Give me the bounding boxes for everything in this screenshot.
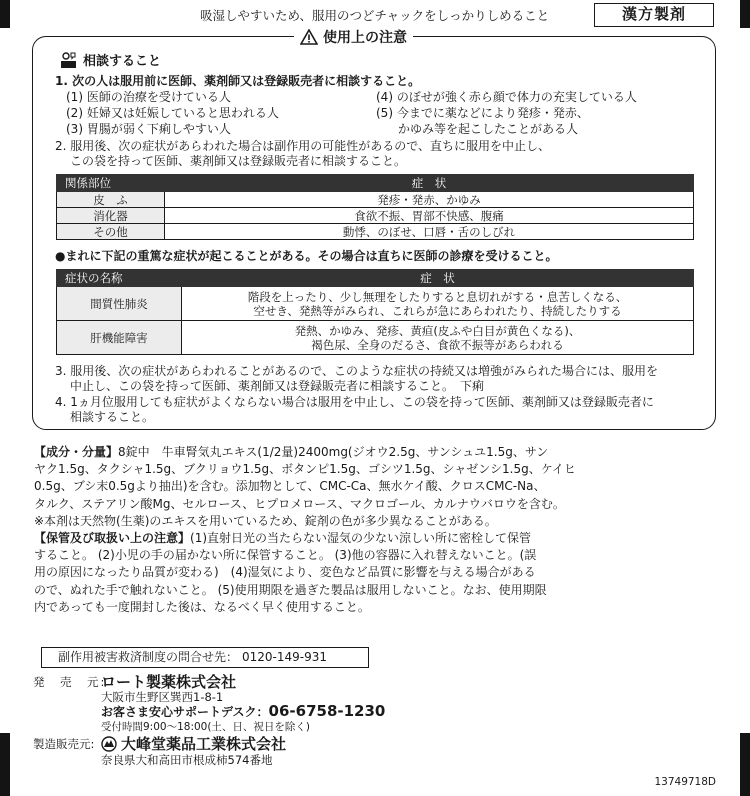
consult-heading-text: 相談すること: [83, 54, 162, 69]
composition-section: [34, 444, 724, 616]
composition-label: 【成分・分量】: [34, 445, 119, 459]
table-header: 関係部位: [57, 175, 165, 192]
item4-line2: 相談すること。: [70, 410, 155, 424]
relief-label: 副作用被害救済制度の問合せ先：: [58, 650, 239, 664]
item1-b2: (5) 今までに薬などにより発疹・発赤、: [376, 106, 589, 120]
table-row: [57, 287, 694, 321]
table-cell: 動悸、のぼせ、口唇・舌のしびれ: [165, 224, 694, 240]
storage-line: 【保管及び取扱い上の注意】(1)直射日光の当たらない湿気の少ない涼しい所に密栓して保管: [34, 531, 532, 546]
item2-line2: この袋を持って医師、薬剤師又は登録販売者に相談すること。: [70, 154, 407, 168]
table-header: 症状の名称: [57, 270, 182, 287]
storage-line: 用の原因になったり品質が変わる) (4)湿気により、変色など品質に影響を与える場合がある: [34, 565, 536, 580]
table-row: [57, 321, 694, 355]
maker-logo-icon: [101, 736, 117, 752]
composition-line: 【成分・分量】8錠中 牛車腎気丸エキス(1/2量)2400mg(ジオウ2.5g、サンシュユ1.5g、サン: [34, 445, 549, 459]
item1-a3: (3) 胃腸が弱く下痢しやすい人: [66, 122, 231, 136]
item1-a1: (1) 医師の治療を受けている人: [66, 90, 231, 104]
table-header-row: [57, 175, 694, 192]
support-hours: 受付時間9:00～18:00(土、日、祝日を除く): [101, 721, 311, 733]
support-phone: 06-6758-1230: [268, 702, 386, 720]
left-edge-bar: [0, 0, 10, 28]
maker-company: 大峰堂薬品工業株式会社: [121, 735, 287, 753]
item3-line2: 中止し、この袋を持って医師、薬剤師又は登録販売者に相談すること。 下痢: [70, 379, 485, 393]
relief-contact-box: [41, 647, 369, 668]
table-header: 症 状: [165, 175, 694, 192]
seller-company: ロート製薬株式会社: [101, 673, 237, 691]
right-edge-bar-bottom: [740, 733, 750, 796]
rare-note: ●まれに下記の重篤な症状が起こることがある。その場合は直ちに医師の診療を受けること。: [55, 249, 558, 263]
table-header: 症 状: [182, 270, 694, 287]
consult-person-icon: [60, 51, 78, 69]
table-cell: 発疹・発赤、かゆみ: [165, 192, 694, 208]
table-row: [57, 224, 694, 240]
warning-icon: [300, 29, 318, 45]
table-row: [57, 208, 694, 224]
table-cell: その他: [57, 224, 165, 240]
table-cell: 肝機能障害: [57, 321, 182, 355]
left-edge-bar-bottom: [0, 733, 10, 796]
table-cell: 消化器: [57, 208, 165, 224]
composition-line: 0.5g、ブシ末0.5gより抽出)を含む。添加物として、CMC-Ca、無水ケイ酸、クロスCMC-Na、: [34, 479, 546, 494]
composition-line: ※本剤は天然物(生薬)のエキスを用いているため、錠剤の色が多少異なることがある。: [34, 513, 497, 528]
support-desk: [101, 702, 385, 720]
right-edge-bar: [740, 0, 750, 28]
item1-lead: 1. 次の人は服用前に医師、薬剤師又は登録販売者に相談すること。: [55, 74, 421, 88]
category-badge: 漢方製剤: [594, 3, 714, 27]
relief-phone: 0120-149-931: [242, 650, 328, 664]
storage-line: 内であっても一度開封した後は、なるべく早く使用すること。: [34, 599, 370, 614]
storage-line: すること。 (2)小児の手の届かない所に保管すること。 (3)他の容器に入れ替えないこと。(誤: [34, 548, 537, 563]
table-cell: [182, 321, 694, 355]
maker-label: 製造販売元:: [33, 737, 95, 751]
item1-a2: (2) 妊婦又は妊娠していると思われる人: [66, 106, 279, 120]
seller-label: 発 売 元:: [33, 675, 107, 689]
table-cell-line: 階段を上ったり、少し無理をしたりすると息切れがする・息苦しくなる、: [247, 289, 628, 304]
caution-title: [294, 27, 413, 47]
consult-heading: [60, 50, 161, 69]
top-note: 吸湿しやすいため、服用のつどチャックをしっかりしめること: [200, 8, 550, 23]
item2-line1: 2. 服用後、次の症状があらわれた場合は副作用の可能性があるので、直ちに服用を中止し、: [55, 139, 551, 153]
composition-line: タルク、ステアリン酸Mg、セルロース、ヒプロメロース、マクロゴール、カルナウバロウを含む。: [34, 496, 565, 511]
table-cell: 間質性肺炎: [57, 287, 182, 321]
side-effect-table: [56, 174, 694, 240]
item4-line1: 4. 1ヵ月位服用しても症状がよくならない場合は服用を中止し、この袋を持って医師、薬剤師又は登録販売者に: [55, 395, 654, 409]
item1-b3: かゆみ等を起こしたことがある人: [398, 122, 579, 136]
table-cell-line: 空せき、発熱等がみられ、これらが急にあらわれたり、持続したりする: [253, 303, 622, 318]
item1-b1: (4) のぼせが強く赤ら顔で体力の充実している人: [376, 90, 637, 104]
caution-title-text: 使用上の注意: [323, 30, 407, 46]
item3-line1: 3. 服用後、次の症状があらわれることがあるので、このような症状の持続又は増強がみられた場合には、服用を: [55, 364, 659, 378]
serious-symptom-table: [56, 269, 694, 355]
table-cell-line: 褐色尿、全身のだるさ、食欲不振等があらわれる: [311, 337, 564, 352]
maker-address: 奈良県大和高田市根成柿574番地: [101, 753, 273, 767]
table-row: [57, 192, 694, 208]
table-cell: 食欲不振、胃部不快感、腹痛: [165, 208, 694, 224]
product-code: 13749718D: [654, 776, 716, 788]
storage-label: 【保管及び取扱い上の注意】: [34, 531, 191, 546]
table-header-row: [57, 270, 694, 287]
support-label: お客さま安心サポートデスク：: [101, 705, 269, 719]
table-cell-line: 発熱、かゆみ、発疹、黄疸(皮ふや白目が黄色くなる)、: [294, 323, 581, 338]
composition-line: ヤク1.5g、タクシャ1.5g、ブクリョウ1.5g、ボタンピ1.5g、ゴシツ1.5g、シャゼンシ1.5g、ケイヒ: [34, 462, 576, 477]
seller-address: 大阪市生野区巽西1-8-1: [101, 690, 224, 704]
table-cell: [182, 287, 694, 321]
table-cell: 皮 ふ: [57, 192, 165, 208]
storage-line: ので、ぬれた手で触れないこと。 (5)使用期限を過ぎた製品は服用しないこと。なお、使用期限: [34, 582, 547, 597]
